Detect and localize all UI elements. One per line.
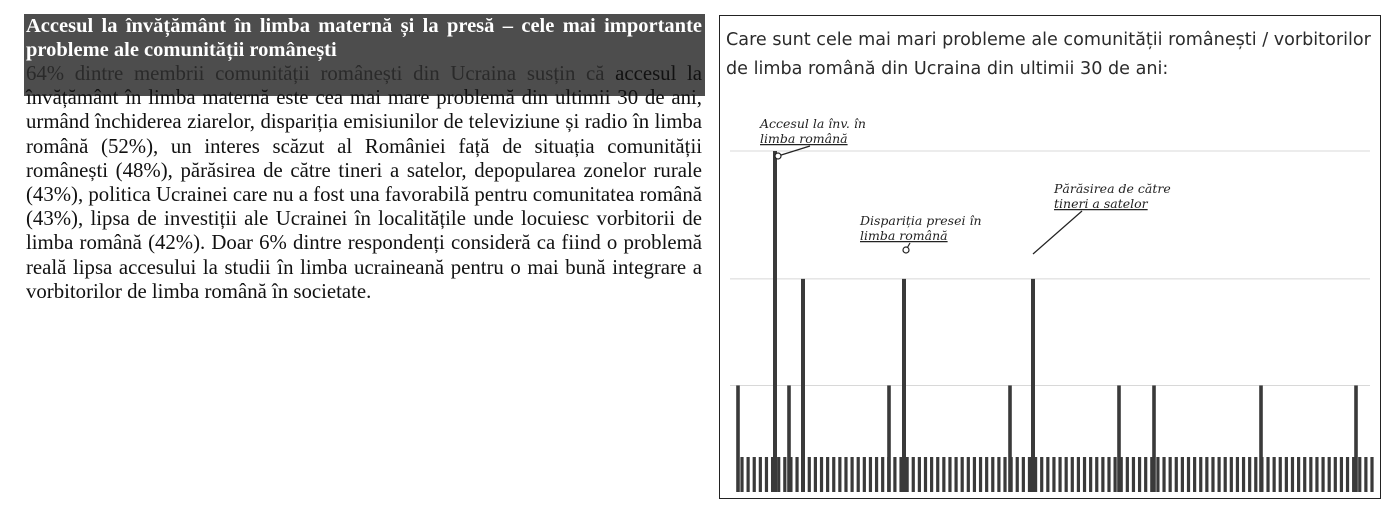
medium-bar — [1354, 385, 1358, 492]
short-bar — [893, 457, 896, 492]
short-bar — [857, 457, 860, 492]
annotation-label: Părăsirea de către — [1054, 181, 1171, 196]
medium-bar — [887, 385, 891, 492]
annotation-label: tineri a satelor — [1054, 196, 1148, 211]
short-bar — [1162, 457, 1165, 492]
short-bar — [844, 457, 847, 492]
tall-bar — [1031, 279, 1035, 492]
short-bar — [863, 457, 866, 492]
short-bar — [753, 457, 756, 492]
annotation-label: limba română — [860, 228, 948, 243]
short-bar — [869, 457, 872, 492]
short-bar — [942, 457, 945, 492]
annotation-label: Dispariția presei în — [860, 213, 982, 228]
medium-bar — [1117, 385, 1121, 492]
short-bar — [924, 457, 927, 492]
short-bar — [1077, 457, 1080, 492]
annotation-marker — [903, 247, 909, 253]
short-bar — [1334, 457, 1337, 492]
short-bar — [814, 457, 817, 492]
short-bar — [1156, 457, 1159, 492]
short-bar — [1028, 457, 1031, 492]
short-bar — [1065, 457, 1068, 492]
bar-chart — [720, 16, 1380, 498]
short-bar — [881, 457, 884, 492]
short-bar — [918, 457, 921, 492]
short-bar — [1291, 457, 1294, 492]
short-bar — [1193, 457, 1196, 492]
short-bar — [1107, 457, 1110, 492]
short-bar — [765, 457, 768, 492]
annotation-marker — [775, 153, 781, 159]
paragraph-first-line: 64% dintre membrii comunității românești din Ucraina susțin că — [26, 62, 605, 85]
short-bar — [783, 457, 786, 492]
short-bar — [1217, 457, 1220, 492]
short-bar — [1083, 457, 1086, 492]
tall-bar — [773, 151, 777, 492]
short-bar — [961, 457, 964, 492]
short-bar — [747, 457, 750, 492]
tall-bar — [902, 279, 906, 492]
short-bar — [740, 457, 743, 492]
annotation-label: Accesul la înv. în — [760, 116, 866, 131]
short-bar — [1346, 457, 1349, 492]
short-bar — [1297, 457, 1300, 492]
short-bar — [1370, 457, 1373, 492]
annotation-leader — [1033, 211, 1082, 254]
short-bar — [777, 457, 780, 492]
short-bar — [930, 457, 933, 492]
short-bar — [1052, 457, 1055, 492]
short-bar — [795, 457, 798, 492]
short-bar — [1058, 457, 1061, 492]
short-bar — [1022, 457, 1025, 492]
short-bar — [1266, 457, 1269, 492]
short-bar — [875, 457, 878, 492]
medium-bar — [1259, 385, 1263, 492]
short-bar — [1199, 457, 1202, 492]
short-bar — [1279, 457, 1282, 492]
article — [24, 14, 704, 304]
short-bar — [948, 457, 951, 492]
medium-bar — [1152, 385, 1156, 492]
short-bar — [1285, 457, 1288, 492]
short-bar — [1303, 457, 1306, 492]
short-bar — [832, 457, 835, 492]
article-paragraph — [24, 62, 704, 304]
short-bar — [973, 457, 976, 492]
short-bar — [985, 457, 988, 492]
chart-panel — [719, 15, 1381, 499]
short-bar — [1230, 457, 1233, 492]
short-bar — [1016, 457, 1019, 492]
short-bar — [1254, 457, 1257, 492]
short-bar — [1236, 457, 1239, 492]
short-bar — [991, 457, 994, 492]
short-bar — [997, 457, 1000, 492]
short-bar — [1205, 457, 1208, 492]
chart-title: Care sunt cele mai mari probleme ale comunității românești / vorbitorilor de limba română din Ucraina din ultimii 30 de ani: — [726, 30, 1371, 79]
short-bar — [1101, 457, 1104, 492]
short-bar — [1211, 457, 1214, 492]
short-bar — [1340, 457, 1343, 492]
short-bar — [1187, 457, 1190, 492]
short-bar — [979, 457, 982, 492]
short-bar — [1114, 457, 1117, 492]
short-bar — [1046, 457, 1049, 492]
paragraph-body: accesul la învățământ în limba maternă este cea mai mare problemă din ultimii 30 de ani, urmând închiderea ziarelor, dispariția emisiunilor de televiziune și radio în limba română (52%), un interes scăzut al României față de situația comunității românești (48%), părăsirea de către tineri a satelor, depopularea zonelor rurale (43%), politica Ucrainei care nu a fost una favorabilă pentru comunitatea română (43%), lipsa de investiții ale Ucrainei în localitățile unde locuiesc vorbitorii de limba română (42%). Doar 6% dintre respondenți consideră ca fiind o problemă reală lipsa accesului la studii în limba ucraineană pentru o mai bună integrare a vorbitorilor de limba română în societate. — [26, 62, 703, 303]
short-bar — [850, 457, 853, 492]
medium-bar — [1008, 385, 1012, 492]
short-bar — [1181, 457, 1184, 492]
tall-bar — [801, 279, 805, 492]
short-bar — [1175, 457, 1178, 492]
short-bar — [1248, 457, 1251, 492]
short-bar — [1132, 457, 1135, 492]
short-bar — [1224, 457, 1227, 492]
short-bar — [1321, 457, 1324, 492]
short-bar — [1095, 457, 1098, 492]
short-bar — [936, 457, 939, 492]
short-bar — [1089, 457, 1092, 492]
short-bar — [1273, 457, 1276, 492]
short-bar — [1169, 457, 1172, 492]
short-bar — [912, 457, 915, 492]
short-bar — [1144, 457, 1147, 492]
short-bar — [1040, 457, 1043, 492]
annotation-label: limba română — [760, 131, 848, 146]
medium-bar — [787, 385, 791, 492]
article-heading: Accesul la învățământ în limba maternă și la presă – cele mai importante probleme ale comunității românești — [26, 15, 702, 61]
short-bar — [759, 457, 762, 492]
short-bar — [826, 457, 829, 492]
short-bar — [1071, 457, 1074, 492]
medium-bar — [736, 385, 740, 492]
short-bar — [1358, 457, 1361, 492]
short-bar — [1126, 457, 1129, 492]
short-bar — [1309, 457, 1312, 492]
short-bar — [967, 457, 970, 492]
short-bar — [838, 457, 841, 492]
short-bar — [820, 457, 823, 492]
short-bar — [906, 457, 909, 492]
short-bar — [1328, 457, 1331, 492]
short-bar — [808, 457, 811, 492]
short-bar — [1003, 457, 1006, 492]
short-bar — [1364, 457, 1367, 492]
short-bar — [1242, 457, 1245, 492]
short-bar — [1315, 457, 1318, 492]
short-bar — [1138, 457, 1141, 492]
short-bar — [954, 457, 957, 492]
